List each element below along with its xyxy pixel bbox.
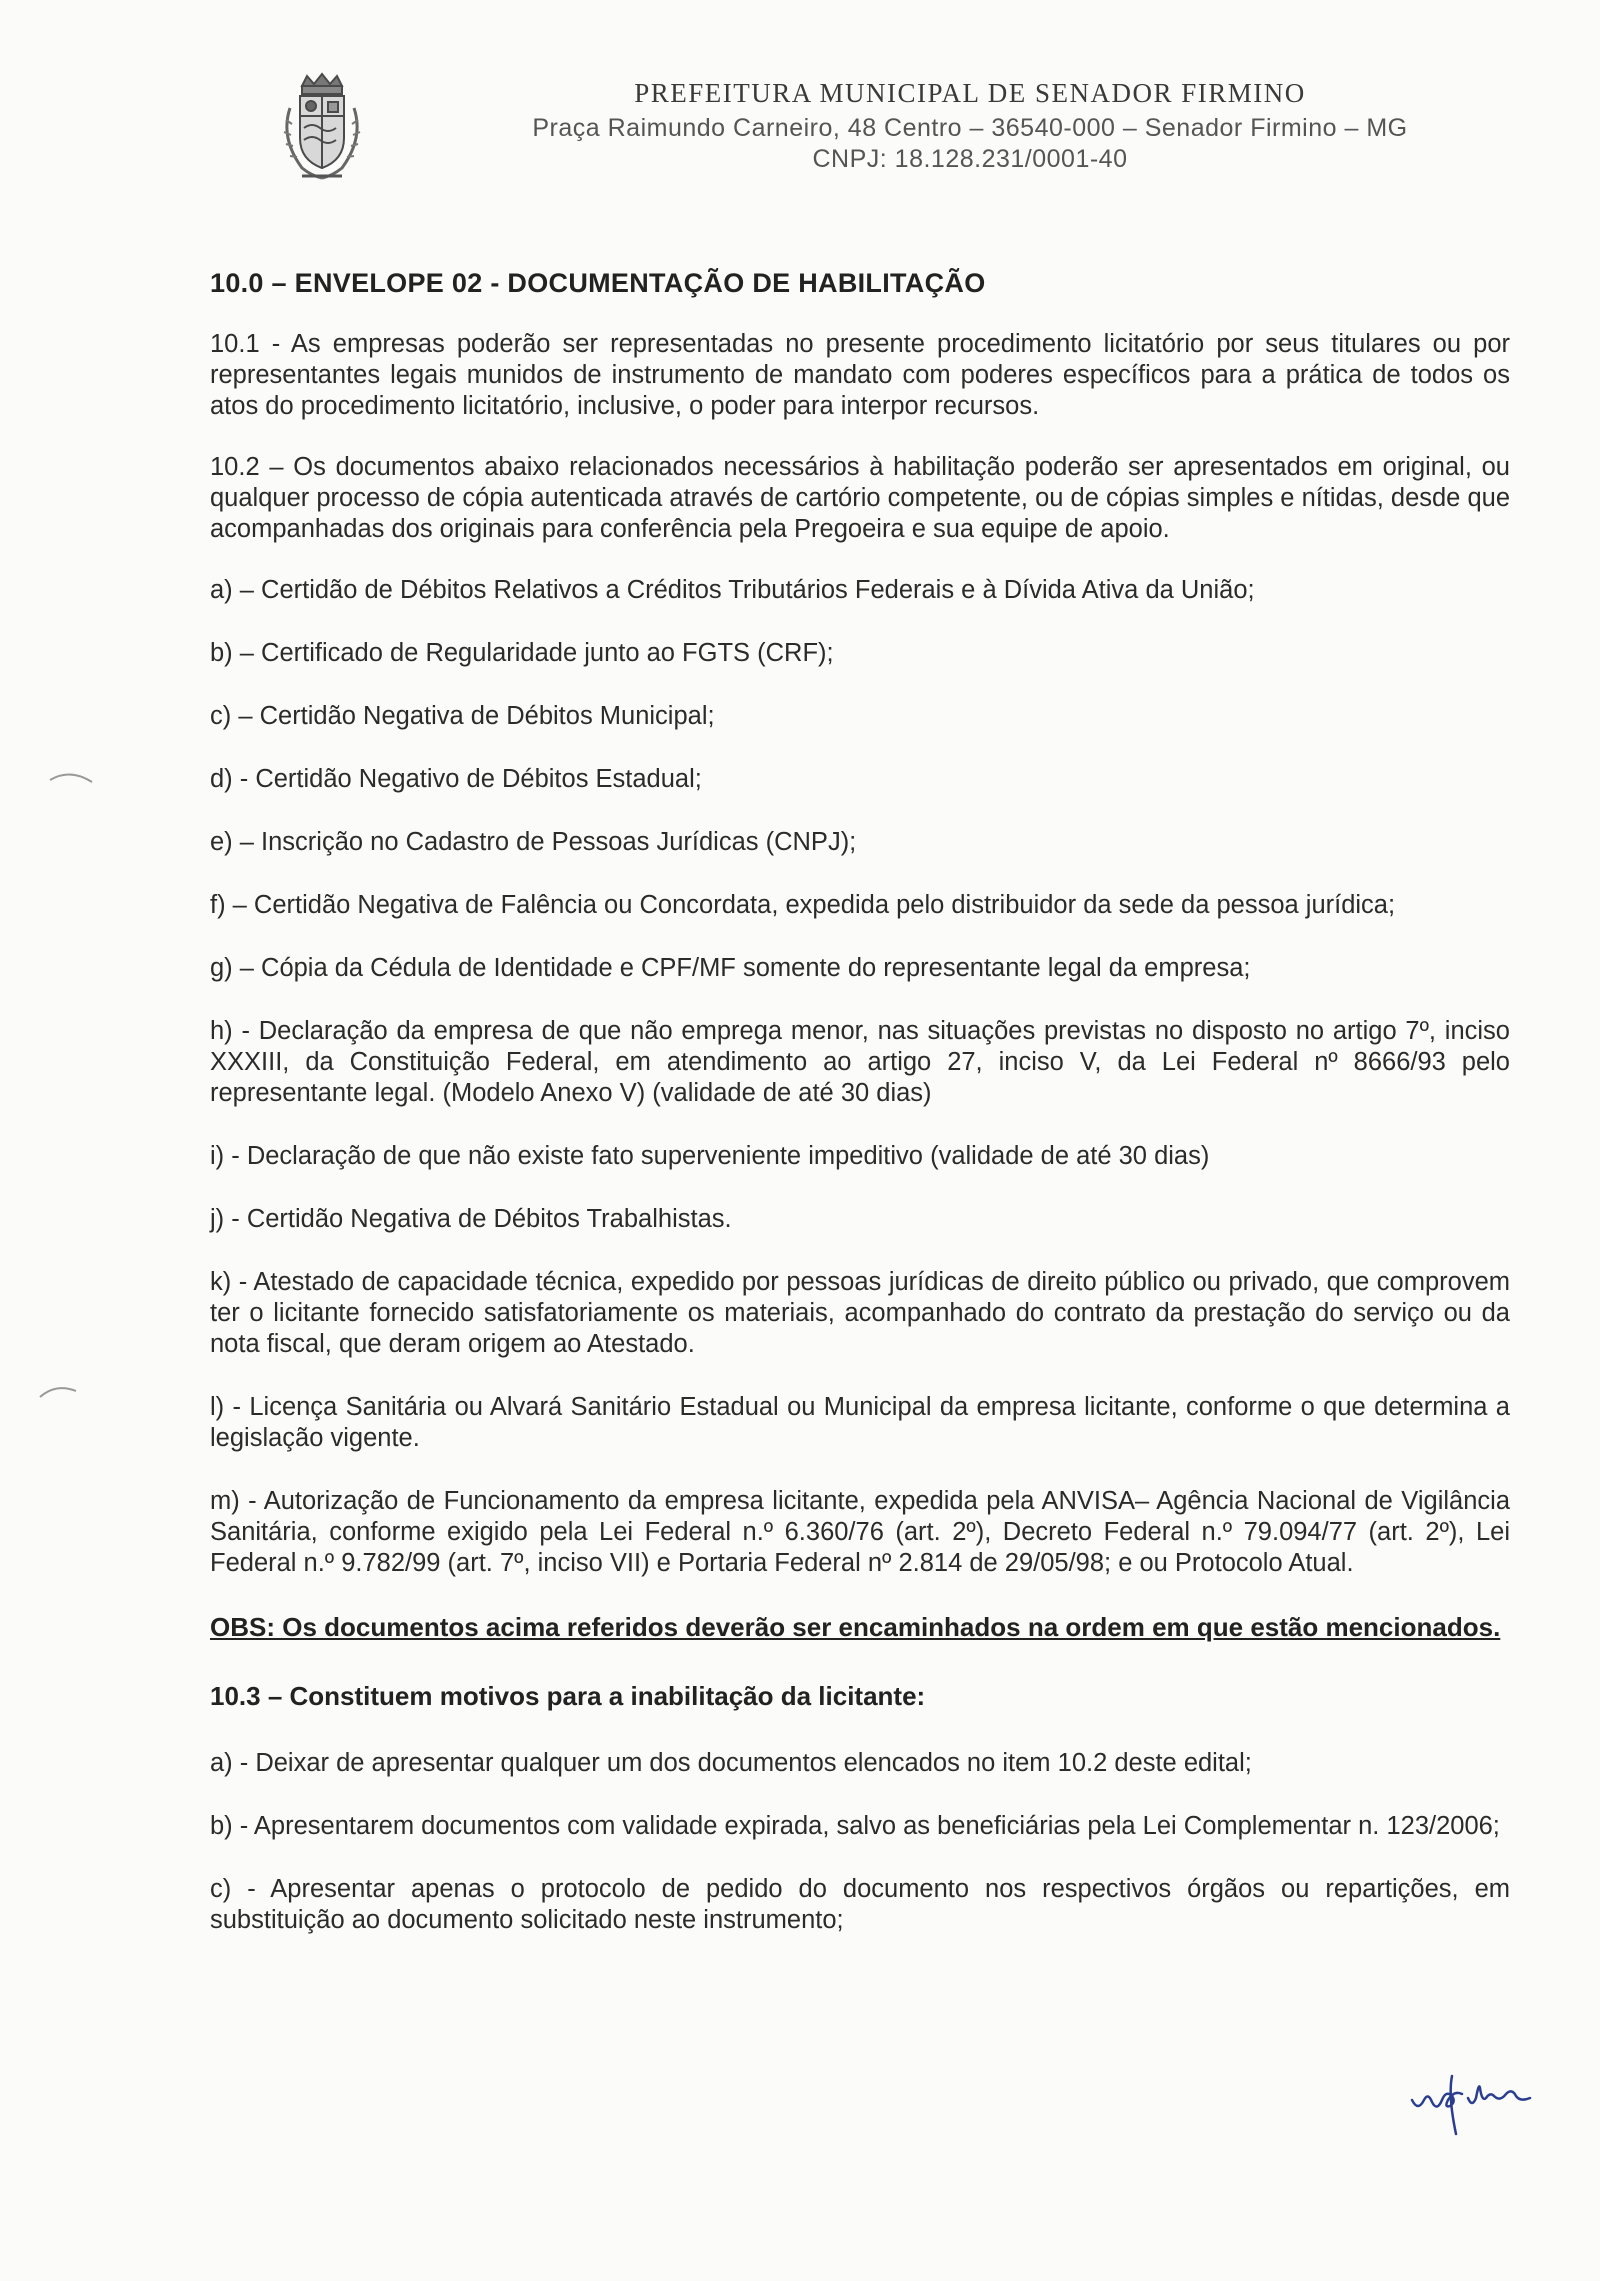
margin-mark	[38, 1385, 78, 1399]
list-item-d: d) - Certidão Negativo de Débitos Estadual;	[210, 765, 702, 793]
list-item-m: m) - Autorização de Funcionamento da empresa licitante, expedida pela ANVISA– Agência Nacional de Vigilância Sanitária, conforme exigido pela Lei Federal n.º 6.360/76 (art. 2º), Decreto Federal n.º 79.094/77 (art. 2º), Lei Federal n.º 9.782/99 (art. 7º, inciso VII) e Portaria Federal nº 2.814 de 29/05/98; e ou Protocolo Atual.	[210, 1487, 1510, 1577]
list-item-g: g) – Cópia da Cédula de Identidade e CPF/MF somente do representante legal da empresa;	[210, 954, 1251, 982]
sub-item-c: c) - Apresentar apenas o protocolo de pedido do documento nos respectivos órgãos ou repartições, em substituição ao documento solicitado neste instrumento;	[210, 1875, 1510, 1934]
organization-cnpj: CNPJ: 18.128.231/0001-40	[812, 145, 1128, 173]
coat-of-arms-icon	[272, 68, 372, 188]
paragraph-10-2: 10.2 – Os documentos abaixo relacionados necessários à habilitação poderão ser apresentados em original, ou qualquer processo de cópia autenticada através de cartório competente, ou de cópias simples e nítidas, desde que acompanhadas dos originais para conferência pela Pregoeira e sua equipe de apoio.	[210, 453, 1510, 543]
list-item-c: c) – Certidão Negativa de Débitos Municipal;	[210, 702, 715, 730]
list-item-a: a) – Certidão de Débitos Relativos a Créditos Tributários Federais e à Dívida Ativa da União;	[210, 576, 1255, 604]
paragraph-10-1: 10.1 - As empresas poderão ser representadas no presente procedimento licitatório por seus titulares ou por representantes legais munidos de instrumento de mandato com poderes específicos para a prática de todos os atos do procedimento licitatório, inclusive, o poder para interpor recursos.	[210, 330, 1510, 420]
list-item-f: f) – Certidão Negativa de Falência ou Concordata, expedida pelo distribuidor da sede da pessoa jurídica;	[210, 891, 1396, 919]
list-item-h: h) - Declaração da empresa de que não emprega menor, nas situações previstas no disposto no artigo 7º, inciso XXXIII, da Constituição Federal, em atendimento ao artigo 27, inciso V, da Lei Federal nº 8666/93 pelo representante legal. (Modelo Anexo V) (validade de até 30 dias)	[210, 1017, 1510, 1107]
list-item-i: i) - Declaração de que não existe fato superveniente impeditivo (validade de até 30 dias)	[210, 1142, 1210, 1170]
section-title: 10.0 – ENVELOPE 02 - DOCUMENTAÇÃO DE HABILITAÇÃO	[210, 268, 986, 298]
margin-mark	[48, 770, 94, 784]
organization-name: PREFEITURA MUNICIPAL DE SENADOR FIRMINO	[634, 78, 1306, 108]
subsection-title: 10.3 – Constituem motivos para a inabilitação da licitante:	[210, 1681, 926, 1711]
list-item-l: l) - Licença Sanitária ou Alvará Sanitário Estadual ou Municipal da empresa licitante, conforme o que determina a legislação vigente.	[210, 1393, 1510, 1452]
document-body	[210, 268, 1510, 1968]
list-item-k: k) - Atestado de capacidade técnica, expedido por pessoas jurídicas de direito público ou privado, que comprovem ter o licitante fornecido satisfatoriamente os materiais, acompanhado do contrato da prestação do serviço ou da nota fiscal, que deram origem ao Atestado.	[210, 1268, 1510, 1358]
handwritten-signature	[1408, 2070, 1568, 2140]
organization-address: Praça Raimundo Carneiro, 48 Centro – 36540-000 – Senador Firmino – MG	[532, 114, 1408, 142]
list-item-j: j) - Certidão Negativa de Débitos Trabalhistas.	[210, 1205, 732, 1233]
list-item-b: b) – Certificado de Regularidade junto ao FGTS (CRF);	[210, 639, 834, 667]
sub-item-b: b) - Apresentarem documentos com validade expirada, salvo as beneficiárias pela Lei Complementar n. 123/2006;	[210, 1812, 1500, 1840]
list-item-e: e) – Inscrição no Cadastro de Pessoas Jurídicas (CNPJ);	[210, 828, 857, 856]
sub-item-a: a) - Deixar de apresentar qualquer um dos documentos elencados no item 10.2 deste edital;	[210, 1749, 1252, 1777]
letterhead	[420, 78, 1520, 175]
observation-note: OBS: Os documentos acima referidos deverão ser encaminhados na ordem em que estão mencionados.	[210, 1612, 1501, 1642]
